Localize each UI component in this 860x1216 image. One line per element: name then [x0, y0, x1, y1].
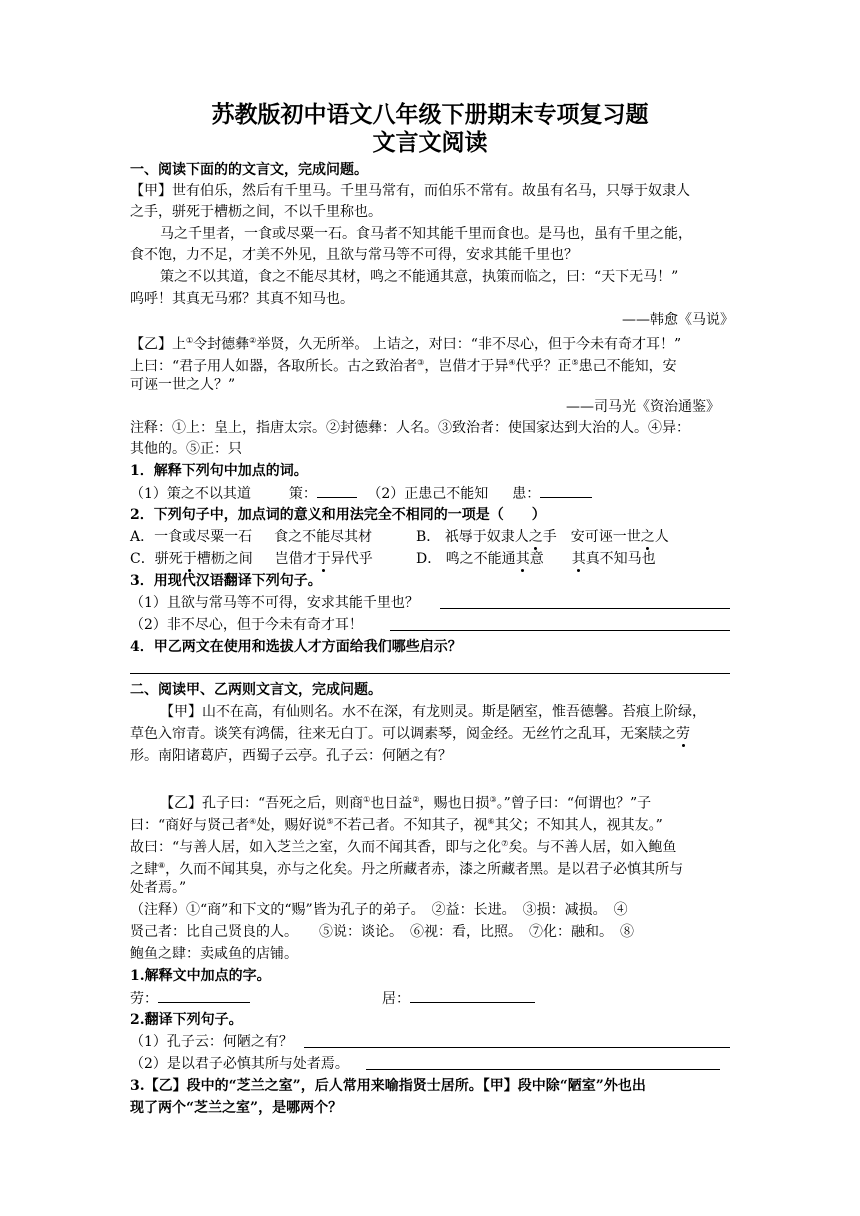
s1-jia-line4: 食不饱，力不足，才美不外见，且欲与常马等不可得，安求其能千里也？ [130, 247, 578, 263]
s1-yi-source: ——司马光《资治通鉴》 [566, 399, 720, 415]
answer-line[interactable] [130, 673, 730, 674]
s1-q3-item2: （2）非不尽心，但于今未有奇才耳！ [130, 617, 363, 633]
s2-q2-item2: （2）是以君子必慎其所与处者焉。 [130, 1056, 349, 1072]
s2-note-line2: 贤己者：比自己贤良的人。 ⑤说：谈论。 ⑥视：看，比照。 ⑦化：融和。 ⑧ [130, 924, 634, 940]
answer-blank[interactable] [540, 483, 592, 498]
s1-note-line2: 其他的。⑤正：只 [130, 441, 242, 457]
answer-blank[interactable] [158, 988, 250, 1003]
s1-q2-option-b: B． 祇辱于奴隶人之手 安可诬一世之人 [416, 529, 669, 545]
s1-jia-line6: 呜呼！其真无马邪？其真不知马也。 [130, 291, 354, 307]
s1-q1-item1: （1）策之不以其道 策： （2）正患己不能知 患： [130, 483, 592, 504]
s1-question4: 4．甲乙两文在使用和选拔人才方面给我们哪些启示？ [130, 639, 462, 655]
s1-jia-line1: 【甲】世有伯乐，然后有千里马。千里马常有，而伯乐不常有。故虽有名马，只辱于奴隶人 [130, 183, 690, 199]
answer-line[interactable] [390, 630, 730, 631]
s1-question1: 1．解释下列句中加点的词。 [130, 463, 308, 479]
s1-q2-option-a: A．一食或尽粟一石 食之不能尽其材 [130, 529, 373, 545]
s1-question3: 3．用现代汉语翻译下列句子。 [130, 573, 322, 589]
s1-q2-option-c: C．骈死于槽枥之间 岂借才于异代乎 [130, 551, 373, 567]
s2-q2-item1: （1）孔子云：何陋之有？ [130, 1034, 293, 1050]
s1-jia-line3: 马之千里者，一食或尽粟一石。食马者不知其能千里而食也。是马也，虽有千里之能， [160, 226, 692, 242]
s1-yi-line2: 上曰：“君子用人如器，各取所长。古之致治者③，岂借才于异④代乎？正⑤患己不能知，安 [130, 358, 677, 375]
answer-line[interactable] [366, 1069, 720, 1070]
s1-jia-line5: 策之不以其道，食之不能尽其材，鸣之不能通其意，执策而临之，曰：“天下无马！” [160, 269, 679, 285]
s1-note-line1: 注释：①上：皇上，指唐太宗。②封德彝：人名。③致治者：使国家达到大治的人。④异： [130, 420, 690, 436]
s2-question3-line2: 现了两个“芝兰之室”，是哪两个？ [130, 1100, 343, 1116]
s2-jia-line1: 【甲】山不在高，有仙则名。水不在深，有龙则灵。斯是陋室，惟吾德馨。苔痕上阶绿， [160, 704, 706, 720]
s2-yi-line2: 曰：“商好与贤己者④处，赐好说⑤不若己者。不知其子，视⑥其父；不知其人，视其友。” [130, 817, 663, 834]
s2-note-line1: （注释）①“商”和下文的“赐”皆为孔子的弟子。 ②益：长进。 ③损：减损。 ④ [130, 902, 628, 918]
answer-blank[interactable] [410, 988, 535, 1003]
s2-question2: 2.翻译下列句子。 [130, 1012, 243, 1028]
s1-question2: 2．下列句子中，加点词的意义和用法完全不相同的一项是（ ） [130, 507, 546, 523]
answer-blank[interactable] [317, 483, 357, 498]
s2-q1-item2: 居： [382, 988, 535, 1009]
s2-yi-line5: 处者焉。” [130, 880, 187, 896]
s2-note-line3: 鲍鱼之肆：卖咸鱼的店铺。 [130, 946, 298, 962]
s2-question3-line1: 3.【乙】段中的“芝兰之室”，后人常用来喻指贤士居所。【甲】段中除“陋室”外也出 [130, 1078, 646, 1094]
s2-jia-line3: 形。南阳诸葛庐，西蜀子云亭。孔子云：何陋之有？ [130, 748, 452, 764]
s2-jia-line2: 草色入帘青。谈笑有鸿儒，往来无白丁。可以调素琴，阅金经。无丝竹之乱耳，无案牍之劳 [130, 726, 690, 742]
s2-yi-line1: 【乙】孔子曰：“吾死之后，则商①也日益②，赐也日损③。”曾子曰：“何谓也？”子 [160, 795, 652, 812]
section1-heading: 一、阅读下面的的文言文，完成问题。 [130, 162, 368, 178]
answer-line[interactable] [440, 608, 730, 609]
doc-title-line1: 苏教版初中语文八年级下册期末专项复习题 [211, 101, 649, 128]
section2-heading: 二、阅读甲、乙两则文言文，完成问题。 [130, 682, 382, 698]
doc-title-line2: 文言文阅读 [372, 129, 488, 156]
s1-q3-item1: （1）且欲与常马等不可得，安求其能千里也？ [130, 595, 419, 611]
s1-jia-source: ——韩愈《马说》 [622, 312, 734, 328]
s2-yi-line4: 之肆⑧，久而不闻其臭，亦与之化矣。丹之所藏者赤，漆之所藏者黑。是以君子必慎其所与 [130, 861, 684, 878]
answer-line[interactable] [304, 1047, 730, 1048]
s2-yi-line3: 故曰：“与善人居，如入芝兰之室，久而不闻其香，即与之化⑦矣。与不善人居，如入鲍鱼 [130, 839, 677, 856]
s1-jia-line2: 之手，骈死于槽枥之间，不以千里称也。 [130, 204, 382, 220]
s2-question1: 1.解释文中加点的字。 [130, 968, 271, 984]
s1-yi-line3: 可诬一世之人？” [130, 377, 236, 393]
s1-yi-line1: 【乙】上①令封德彝②举贤，久无所举。 上诘之，对曰：“非不尽心，但于今未有奇才耳！” [130, 336, 682, 353]
s1-q2-option-d: D． 鸣之不能通其意 其真不知马也 [416, 551, 656, 567]
s2-q1-item1: 劳： [130, 988, 250, 1009]
